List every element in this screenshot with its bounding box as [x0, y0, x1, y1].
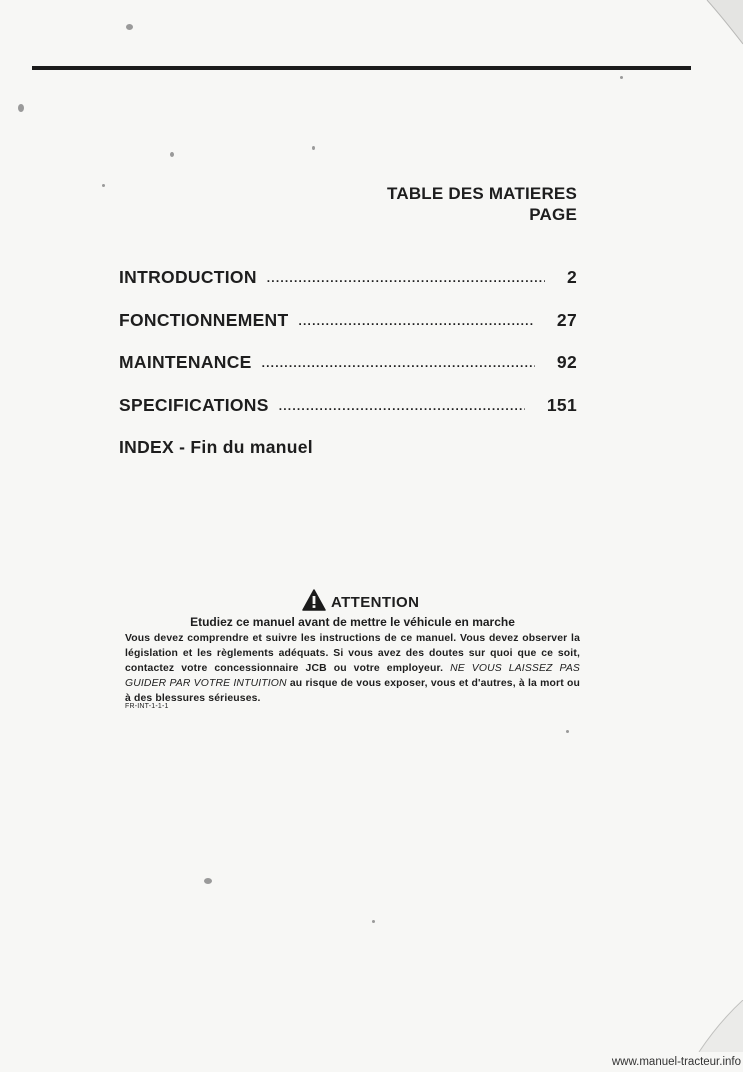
- warning-triangle-icon: [302, 589, 331, 615]
- toc-leader-dots: [298, 314, 534, 328]
- toc-entry-page: 151: [546, 395, 577, 415]
- toc-entry-maintenance: [119, 352, 577, 376]
- warning-body-italic: NE VOUS LAISSEZ PAS GUIDER PAR VOTRE INTUITION: [125, 663, 580, 689]
- scan-speck: [170, 152, 174, 157]
- toc-header: [387, 183, 577, 225]
- warning-title: ATTENTION: [331, 593, 420, 611]
- scan-speck: [126, 24, 133, 30]
- warning-subtitle: Etudiez ce manuel avant de mettre le véhicule en marche: [190, 615, 515, 629]
- warning-reference-code: FR-INT-1-1-1: [125, 703, 169, 710]
- scan-speck: [620, 76, 623, 79]
- footer-url: www.manuel-tracteur.info: [611, 1056, 741, 1068]
- toc-entry-page: 92: [556, 352, 577, 372]
- warning-heading: [302, 589, 419, 615]
- toc-entry-label: INTRODUCTION: [119, 267, 257, 287]
- toc-index-line: INDEX - Fin du manuel: [119, 437, 313, 457]
- top-rule: [32, 66, 691, 70]
- toc-entry-label: SPECIFICATIONS: [119, 395, 269, 415]
- toc-entry-label: FONCTIONNEMENT: [119, 310, 289, 330]
- toc-entry-page: 2: [566, 267, 577, 287]
- page-curl-bottom-right: [683, 1000, 743, 1052]
- toc-entry-label: MAINTENANCE: [119, 352, 252, 372]
- scan-speck: [372, 920, 375, 923]
- toc-leader-dots: [279, 399, 525, 413]
- toc-entry-introduction: [119, 267, 577, 291]
- scan-speck: [18, 104, 24, 112]
- scan-speck: [312, 146, 315, 150]
- toc-entry-specifications: [119, 395, 577, 419]
- scan-speck: [204, 878, 212, 884]
- page-curl-top-right: [697, 0, 743, 50]
- toc-title: TABLE DES MATIERES: [387, 184, 577, 203]
- warning-body-text-end: au risque de vous exposer, vous et d'autres, à la mort ou à des blessures sérieuses.: [125, 678, 580, 704]
- toc-leader-dots: [267, 271, 545, 285]
- scan-speck: [566, 730, 569, 733]
- toc-leader-dots: [262, 356, 535, 370]
- toc-entry-page: 27: [556, 310, 577, 330]
- toc-page-label: PAGE: [529, 205, 577, 224]
- warning-body: [125, 631, 580, 706]
- toc-entry-fonctionnement: [119, 310, 577, 334]
- scan-speck: [102, 184, 105, 187]
- warning-body-text: Vous devez comprendre et suivre les instructions de ce manuel. Vous devez observer la législation et les règlements adéquats. Si vous avez des doutes sur quoi que ce soit, contactez votre concessionnaire JCB ou votre employeur.: [125, 633, 580, 674]
